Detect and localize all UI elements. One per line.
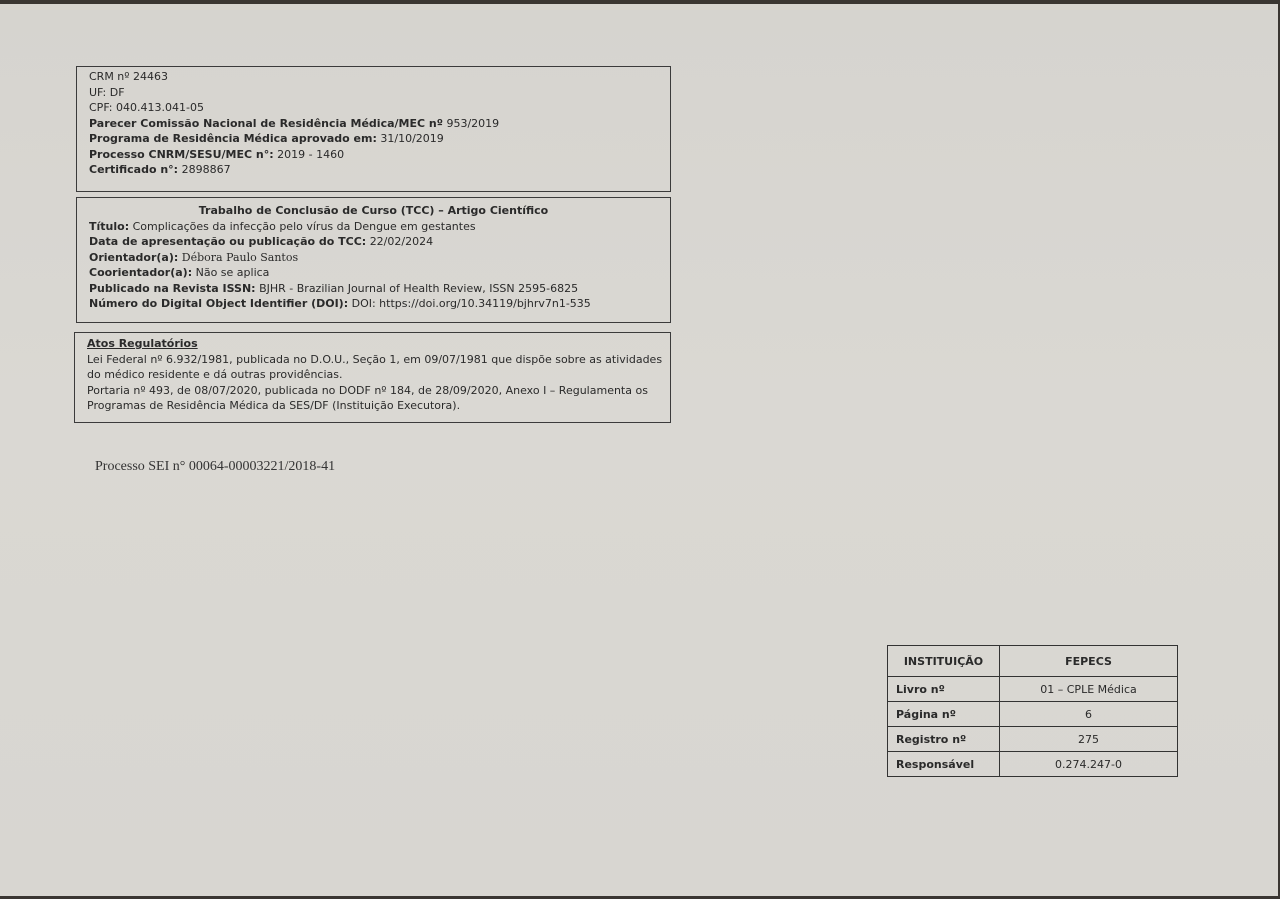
- tcc-heading: Trabalho de Conclusão de Curso (TCC) – Artigo Científico: [198, 204, 549, 217]
- certificado-label: Certificado n°:: [89, 163, 179, 176]
- registro-header-value: FEPECS: [1000, 646, 1178, 677]
- parecer-label: Parecer Comissão Nacional de Residência Médica/MEC nº: [89, 116, 443, 130]
- row-label: Responsável: [888, 752, 1000, 777]
- row-label: Página nº: [888, 702, 1000, 727]
- processo-sei: Processo SEI n° 00064-00003221/2018-41: [95, 459, 336, 474]
- cpf-line: [89, 100, 658, 116]
- credentials-box: [76, 66, 671, 192]
- doi-line: [89, 296, 658, 312]
- doi-value: DOI: https://doi.org/10.34119/bjhrv7n1-535: [351, 297, 591, 310]
- coorientador-label: Coorientador(a):: [89, 266, 193, 279]
- registro-header-row: [888, 646, 1178, 677]
- tcc-box: [76, 197, 671, 323]
- orientador-label: Orientador(a):: [89, 250, 179, 264]
- revista-value: BJHR - Brazilian Journal of Health Review, ISSN 2595-6825: [259, 281, 579, 295]
- uf-value: DF: [109, 85, 125, 99]
- table-row: [888, 677, 1178, 702]
- coorientador-value: Não se aplica: [195, 266, 270, 279]
- atos-line: Lei Federal nº 6.932/1981, publicada no D.O.U., Seção 1, em 09/07/1981 que dispõe sobre as atividades: [87, 352, 663, 366]
- programa-line: [89, 131, 658, 147]
- crm-value: 24463: [132, 70, 168, 83]
- doi-label: Número do Digital Object Identifier (DOI):: [89, 297, 349, 310]
- titulo-line: [89, 219, 658, 235]
- programa-label: Programa de Residência Médica aprovado em:: [89, 132, 377, 145]
- programa-value: 31/10/2019: [380, 132, 444, 145]
- certificado-line: [89, 162, 658, 178]
- cpf-value: 040.413.041-05: [116, 101, 204, 114]
- atos-line: do médico residente e dá outras providências.: [87, 368, 343, 381]
- crm-label: CRM nº: [89, 70, 130, 83]
- table-row: [888, 727, 1178, 752]
- row-value: 275: [1000, 727, 1178, 752]
- titulo-value: Complicações da infecção pelo vírus da Dengue em gestantes: [132, 219, 476, 233]
- cpf-label: CPF:: [89, 101, 113, 114]
- atos-regulatorios-box: [74, 332, 671, 423]
- orientador-line: [89, 250, 658, 266]
- table-row: [888, 702, 1178, 727]
- registro-table: [887, 645, 1178, 777]
- table-row: [888, 752, 1178, 777]
- processo-cnrm-line: [89, 147, 658, 163]
- uf-label: UF:: [89, 85, 107, 99]
- titulo-label: Título:: [89, 219, 130, 233]
- certificado-value: 2898867: [181, 163, 231, 176]
- row-label: Registro nº: [888, 727, 1000, 752]
- row-value: 0.274.247-0: [1000, 752, 1178, 777]
- crm-line: [89, 69, 658, 85]
- data-apresentacao-label: Data de apresentação ou publicação do TCC:: [89, 235, 367, 248]
- revista-label: Publicado na Revista ISSN:: [89, 281, 256, 295]
- data-apresentacao-line: [89, 234, 658, 250]
- document-sheet: [0, 4, 1278, 896]
- row-value: 6: [1000, 702, 1178, 727]
- data-apresentacao-value: 22/02/2024: [369, 235, 434, 248]
- uf-line: [89, 85, 658, 101]
- row-label: Livro nº: [888, 677, 1000, 702]
- coorientador-line: [89, 265, 658, 281]
- atos-heading: Atos Regulatórios: [87, 337, 198, 350]
- parecer-value: 953/2019: [446, 116, 500, 130]
- atos-line: Programas de Residência Médica da SES/DF (Instituição Executora).: [87, 399, 461, 412]
- revista-line: [89, 281, 658, 297]
- processo-cnrm-value: 2019 - 1460: [277, 147, 345, 161]
- orientador-value: Débora Paulo Santos: [181, 250, 299, 264]
- parecer-line: [89, 116, 658, 132]
- registro-header-label: INSTITUIÇÃO: [888, 646, 1000, 677]
- row-value: 01 – CPLE Médica: [1000, 677, 1178, 702]
- processo-cnrm-label: Processo CNRM/SESU/MEC n°:: [89, 147, 274, 161]
- atos-line: Portaria nº 493, de 08/07/2020, publicada no DODF nº 184, de 28/09/2020, Anexo I – Regulamenta os: [87, 383, 648, 397]
